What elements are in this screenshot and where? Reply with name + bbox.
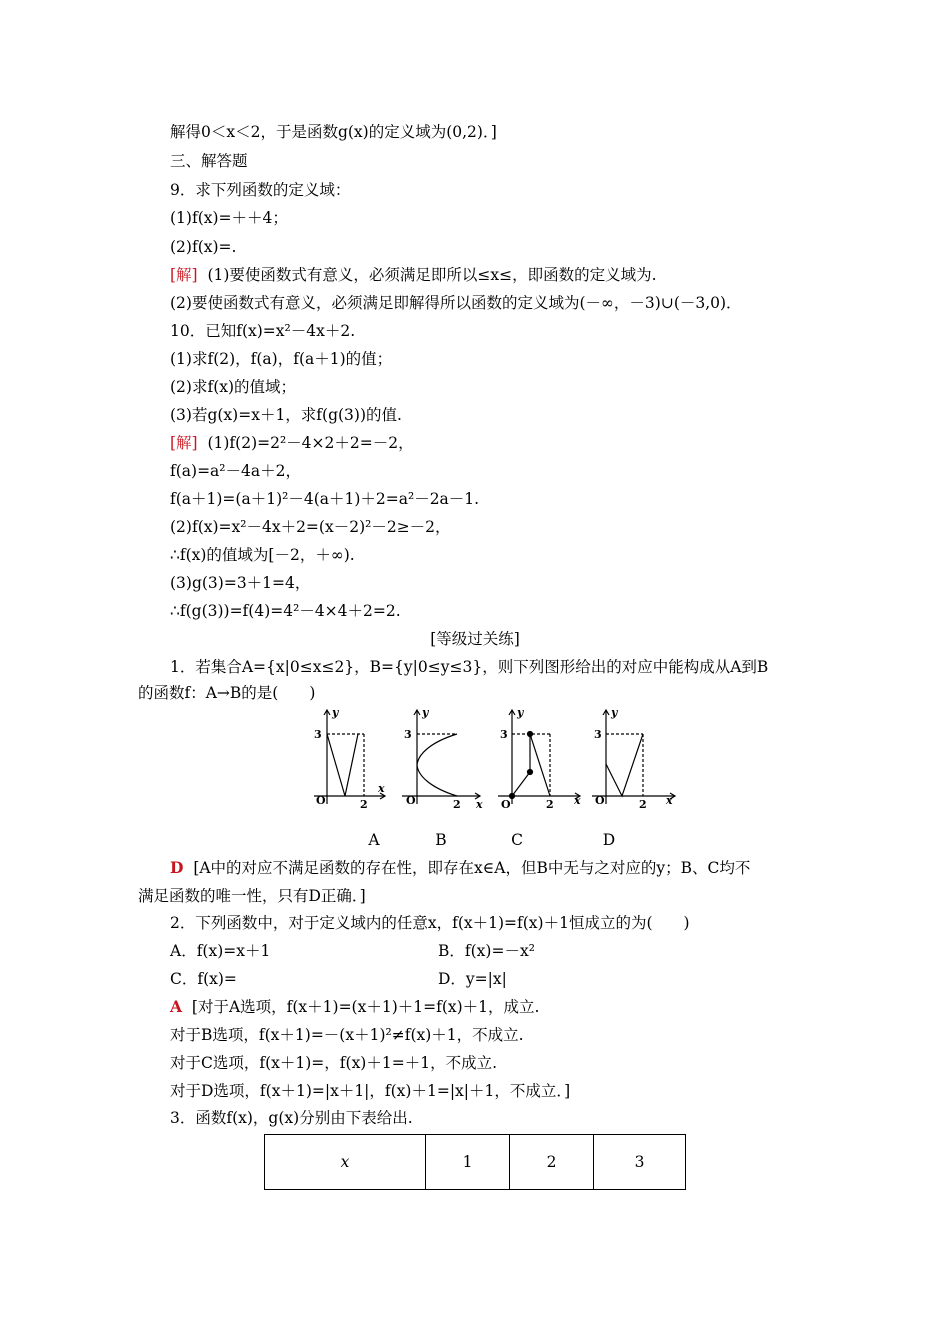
answer-text: [对于A选项，f(x＋1)=(x＋1)＋1=f(x)＋1，成立. (191, 998, 540, 1016)
x-tick: 2 (360, 798, 368, 811)
graph-d (592, 710, 675, 804)
option-b: B．f(x)=－x² (438, 942, 535, 960)
question-2: 2．下列函数中，对于定义域内的任意x，f(x＋1)=f(x)＋1恒成立的为( ) (170, 914, 690, 932)
text-line: (1)求f(2)，f(a)，f(a＋1)的值； (170, 350, 393, 368)
y-axis-label: y (422, 706, 429, 719)
section-heading: 三、解答题 (170, 152, 248, 170)
x-tick: 2 (639, 798, 647, 811)
x-axis-label: x (476, 798, 483, 811)
text-line: (3)若g(x)=x＋1，求f(g(3))的值. (170, 406, 402, 424)
x-tick: 2 (546, 798, 554, 811)
text-line (170, 265, 657, 285)
x-axis-label: x (378, 782, 385, 795)
x-tick: 2 (453, 798, 461, 811)
question-10: 10．已知f(x)=x²－4x＋2. (170, 322, 356, 340)
text-line: ∴f(x)的值域为[－2，＋∞). (170, 546, 355, 564)
table-cell: x (265, 1135, 426, 1190)
text-line: 对于C选项，f(x＋1)=，f(x)＋1=＋1，不成立. (170, 1054, 497, 1072)
origin-label: O (316, 794, 326, 807)
function-table (264, 1134, 686, 1190)
text-line: ∴f(g(3))=f(4)=4²－4×4＋2=2. (170, 602, 401, 620)
origin-label: O (595, 794, 605, 807)
y-axis-label: y (611, 706, 618, 719)
text-line (170, 433, 414, 453)
text-line: (2)要使函数式有意义，必须满足即解得所以函数的定义域为(－∞，－3)∪(－3,0)． (170, 294, 742, 312)
x-axis-label: x (666, 794, 673, 807)
text-line (170, 858, 750, 878)
graph-label-c: C (511, 831, 523, 849)
section-heading: [等级过关练] (430, 630, 520, 648)
graph-label-d: D (602, 831, 616, 849)
solution-text: (1)f(2)=2²－4×2＋2=－2， (207, 434, 414, 452)
graph-c (498, 710, 580, 804)
graph-label-a: A (368, 831, 380, 849)
table-cell: 2 (510, 1135, 594, 1190)
solution-tag: [解] (170, 266, 198, 284)
y-tick: 3 (500, 728, 508, 741)
text-line: 对于B选项，f(x＋1)=－(x＋1)²≠f(x)＋1，不成立. (170, 1026, 524, 1044)
question-3: 3．函数f(x)，g(x)分别由下表给出. (170, 1109, 413, 1127)
answer-text: [A中的对应不满足函数的存在性，即存在x∈A，但B中无与之对应的y；B、C均不 (193, 859, 751, 877)
answer-letter: D (170, 858, 184, 877)
question-1: 1．若集合A={x|0≤x≤2}，B={y|0≤y≤3}，则下列图形给出的对应中能构成从A到B (170, 658, 769, 676)
y-axis-label: y (517, 706, 524, 719)
answer-letter: A (170, 997, 183, 1016)
table-cell: 3 (594, 1135, 686, 1190)
text-line: 对于D选项，f(x＋1)=|x＋1|，f(x)＋1=|x|＋1，不成立．] (170, 1082, 571, 1100)
option-c: C．f(x)= (170, 970, 237, 988)
graph-b (402, 710, 480, 804)
text-line: f(a＋1)=(a＋1)²－4(a＋1)＋2=a²－2a－1. (170, 490, 480, 508)
solution-text: (1)要使函数式有意义，必须满足即所以≤x≤，即函数的定义域为. (207, 266, 657, 284)
text-line: 的函数f：A→B的是( ) (138, 684, 316, 702)
y-tick: 3 (404, 728, 412, 741)
solution-tag: [解] (170, 434, 198, 452)
x-axis-label: x (574, 794, 581, 807)
y-tick: 3 (594, 728, 602, 741)
y-tick: 3 (314, 728, 322, 741)
option-d: D．y=|x| (438, 970, 507, 988)
text-line: f(a)=a²－4a＋2， (170, 462, 301, 480)
origin-label: O (406, 794, 416, 807)
text-line: (2)f(x)=. (170, 238, 237, 256)
text-line: (2)求f(x)的值域； (170, 378, 297, 396)
graph-a (314, 710, 385, 804)
question-9: 9．求下列函数的定义域： (170, 181, 351, 199)
text-line: 解得0＜x＜2，于是函数g(x)的定义域为(0,2)．] (170, 123, 497, 141)
option-graphs (300, 700, 690, 815)
option-a: A．f(x)=x＋1 (170, 942, 271, 960)
graph-label-b: B (435, 831, 447, 849)
text-line (170, 997, 539, 1017)
table-cell: 1 (426, 1135, 510, 1190)
text-line: (3)g(3)=3＋1=4， (170, 574, 311, 592)
table-row (265, 1135, 686, 1190)
text-line: 满足函数的唯一性，只有D正确．] (138, 887, 366, 905)
y-axis-label: y (332, 706, 339, 719)
text-line: (1)f(x)=＋＋4； (170, 209, 288, 227)
text-line: (2)f(x)=x²－4x＋2=(x－2)²－2≥－2， (170, 518, 451, 536)
origin-label: O (501, 798, 511, 811)
